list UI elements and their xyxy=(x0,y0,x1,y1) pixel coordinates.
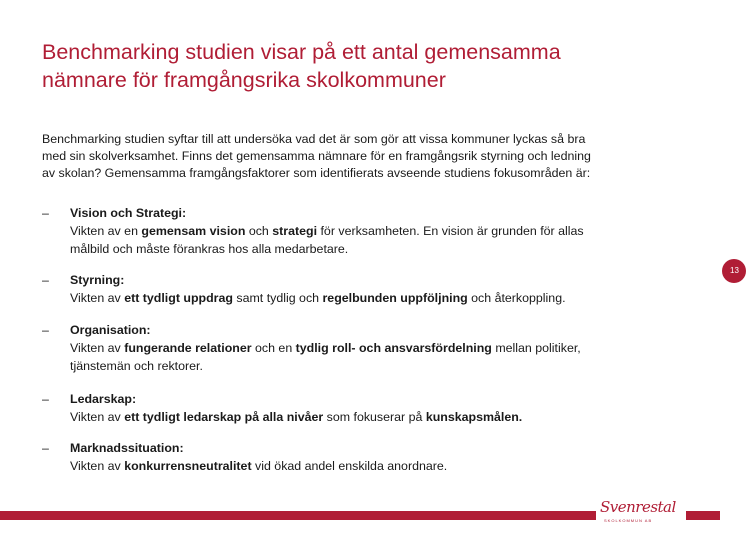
intro-line-1: Benchmarking studien syftar till att undersöka vad det är som gör att vissa kommuner lyckas så bra xyxy=(42,132,586,146)
page-number-badge: 13 xyxy=(722,259,746,283)
list-item-line xyxy=(70,408,670,426)
emphasis: ett tydligt uppdrag xyxy=(124,291,233,305)
list-item-line xyxy=(70,339,670,357)
list-item-line xyxy=(70,457,670,475)
emphasis: kunskapsmålen. xyxy=(425,410,523,424)
list-item-line: tjänstemän och rektorer. xyxy=(70,359,203,373)
list-item-line: målbild och måste förankras hos alla medarbetare. xyxy=(70,242,349,256)
text-run: mellan politiker, xyxy=(491,341,581,355)
list-item-heading: Marknadssituation: xyxy=(70,441,184,455)
intro-line-3: av skolan? Gemensamma framgångsfaktorer som identifierats avseende studiens fokusområden är: xyxy=(42,166,591,180)
text-run: och en xyxy=(251,341,296,355)
text-run: Vikten av xyxy=(70,459,125,473)
text-run: Vikten av xyxy=(70,410,125,424)
list-item-heading: Vision och Strategi: xyxy=(70,206,187,220)
list-item-line xyxy=(70,289,670,307)
text-run: för verksamheten. En vision är grunden för allas xyxy=(317,224,584,238)
list-item-heading: Ledarskap: xyxy=(70,392,137,406)
list-item-line xyxy=(70,222,670,240)
bullet-dash: – xyxy=(42,392,49,406)
slide-title-line-1: Benchmarking studien visar på ett antal gemensamma xyxy=(42,40,561,64)
text-run: samt tydlig och xyxy=(232,291,323,305)
company-logo xyxy=(596,498,686,526)
emphasis: regelbunden uppföljning xyxy=(322,291,468,305)
slide-title xyxy=(42,38,662,94)
emphasis: ett tydligt ledarskap på alla nivåer xyxy=(124,410,324,424)
text-run: vid ökad andel enskilda anordnare. xyxy=(251,459,448,473)
text-run: och återkoppling. xyxy=(467,291,566,305)
emphasis: gemensam vision xyxy=(141,224,246,238)
list-item-body xyxy=(70,204,670,258)
emphasis: konkurrensneutralitet xyxy=(124,459,252,473)
logo-tagline: SKOLKOMMUN AB xyxy=(604,518,653,523)
emphasis: strategi xyxy=(272,224,318,238)
logo-wordmark: Svenrestal xyxy=(600,498,676,516)
text-run: och xyxy=(245,224,273,238)
slide-title-line-2: nämnare för framgångsrika skolkommuner xyxy=(42,68,446,92)
emphasis: tydlig roll- och ansvarsfördelning xyxy=(295,341,492,355)
bullet-dash: – xyxy=(42,273,49,287)
text-run: Vikten av en xyxy=(70,224,142,238)
list-item-body xyxy=(70,390,670,426)
intro-line-2: med sin skolverksamhet. Finns det gemensamma nämnare för en framgångsrik styrning och ledning xyxy=(42,149,591,163)
bullet-dash: – xyxy=(42,206,49,220)
text-run: Vikten av xyxy=(70,341,125,355)
list-item-heading: Styrning: xyxy=(70,273,125,287)
bullet-dash: – xyxy=(42,441,49,455)
list-item-body xyxy=(70,439,670,475)
bullet-dash: – xyxy=(42,323,49,337)
intro-paragraph xyxy=(42,131,682,182)
list-item-body xyxy=(70,321,670,375)
list-item-body xyxy=(70,271,670,307)
text-run: Vikten av xyxy=(70,291,125,305)
emphasis: fungerande relationer xyxy=(124,341,252,355)
text-run: som fokuserar på xyxy=(323,410,426,424)
list-item-heading: Organisation: xyxy=(70,323,151,337)
